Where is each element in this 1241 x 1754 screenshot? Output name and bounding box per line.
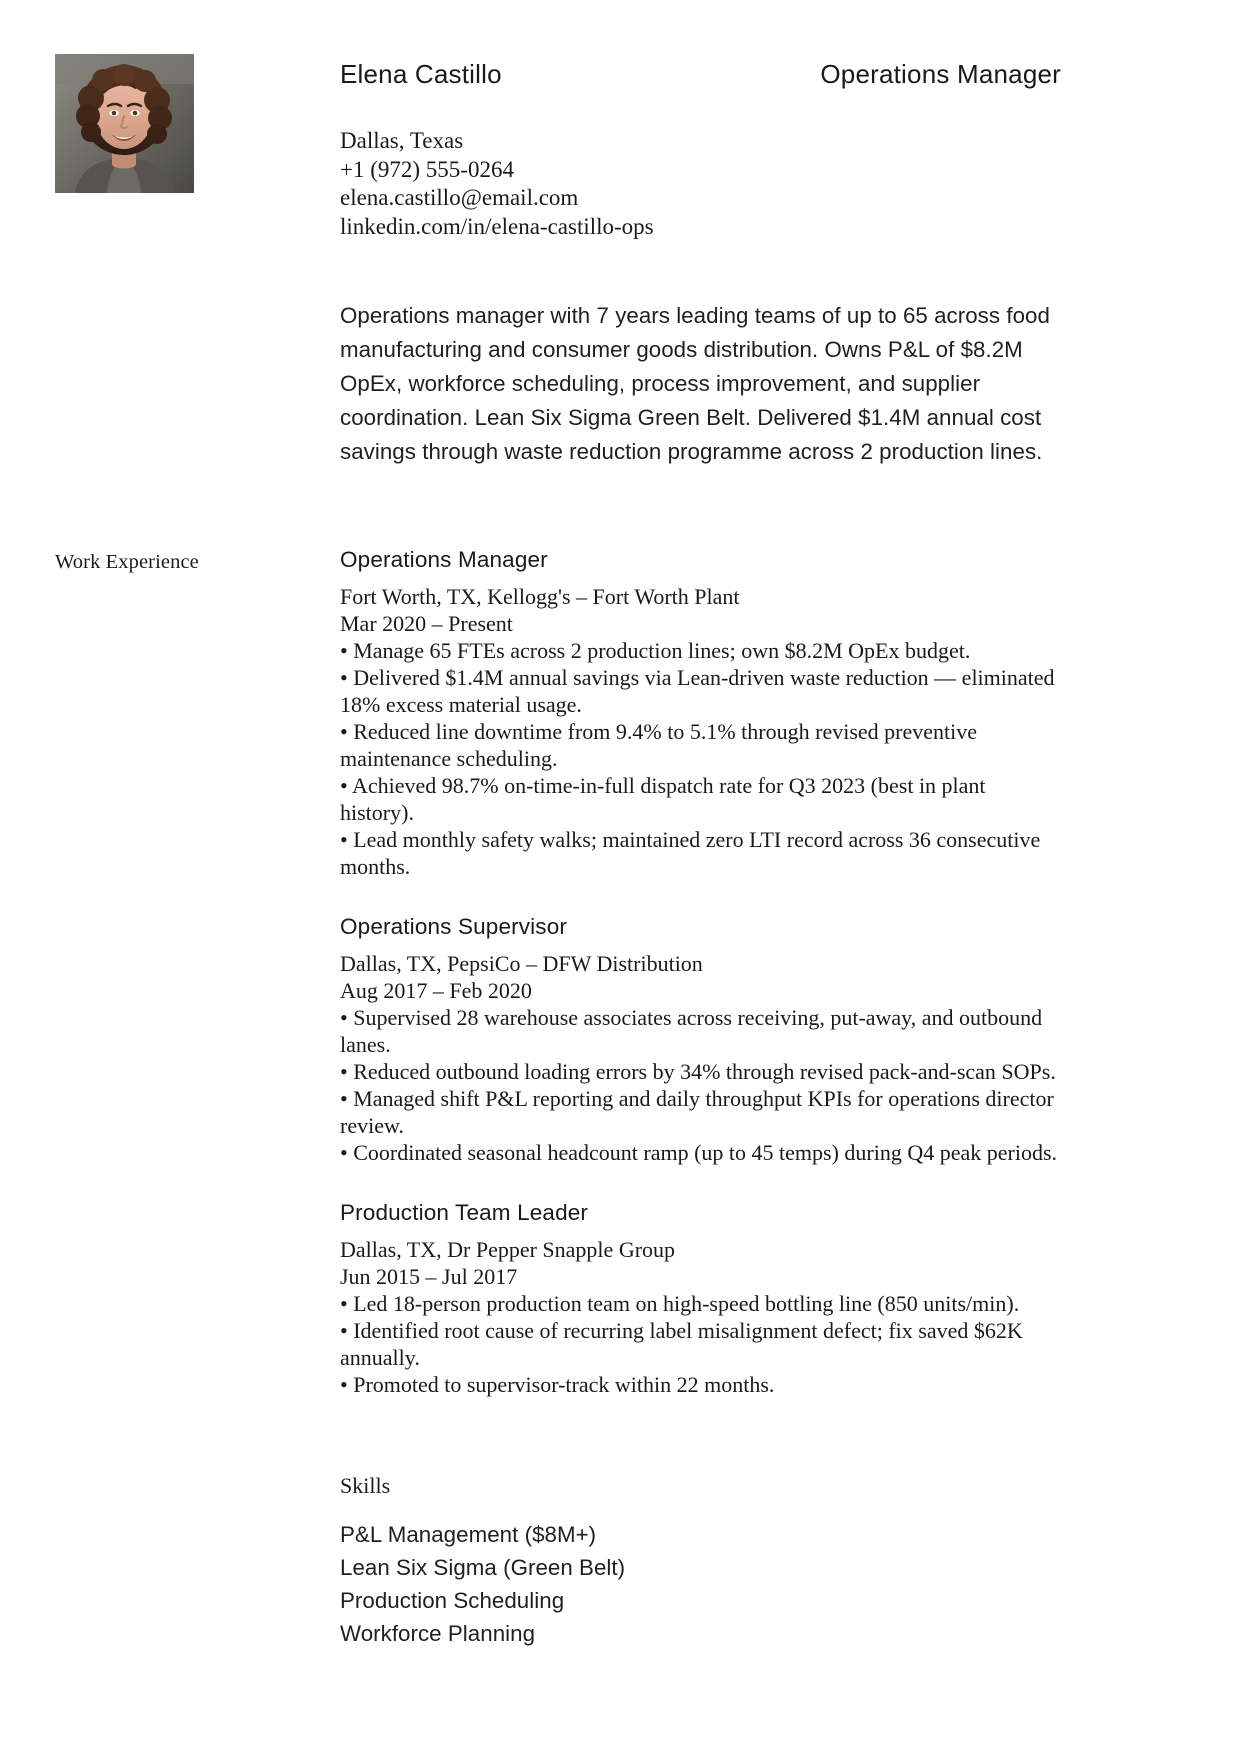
experience-company: Dallas, TX, Dr Pepper Snapple Group: [340, 1237, 676, 1262]
experience-bullet: • Led 18-person production team on high-speed bottling line (850 units/min).: [340, 1291, 1020, 1316]
experience-job-meta: [340, 950, 1061, 1004]
contact-location: Dallas, Texas: [340, 128, 464, 153]
experience-bullet: • Delivered $1.4M annual savings via Lean-driven waste reduction — eliminated 18% excess material usage.: [340, 665, 1055, 717]
experience-bullet: • Identified root cause of recurring label misalignment defect; fix saved $62K annually.: [340, 1318, 1023, 1370]
skill-item: P&L Management ($8M+): [340, 1522, 597, 1547]
experience-job-meta: [340, 583, 1061, 637]
skills-section: [55, 1472, 1061, 1650]
experience-job-title: Operations Supervisor: [340, 914, 568, 939]
experience-dates: Jun 2015 – Jul 2017: [340, 1264, 518, 1289]
experience-bullet: • Managed shift P&L reporting and daily throughput KPIs for operations director review.: [340, 1086, 1054, 1138]
skill-item: Workforce Planning: [340, 1621, 536, 1646]
experience-bullet: • Lead monthly safety walks; maintained zero LTI record across 36 consecutive months.: [340, 827, 1041, 879]
experience-bullets: [340, 1290, 1061, 1398]
page-title: Elena Castillo: [340, 59, 502, 89]
experience-job-meta: [340, 1236, 1061, 1290]
experience-company: Dallas, TX, PepsiCo – DFW Distribution: [340, 951, 703, 976]
experience-bullet: • Reduced line downtime from 9.4% to 5.1% through revised preventive maintenance scheduling.: [340, 719, 977, 771]
experience-dates: Mar 2020 – Present: [340, 611, 513, 636]
resume-header: [55, 52, 1061, 469]
experience-bullet: • Coordinated seasonal headcount ramp (up to 45 temps) during Q4 peak periods.: [340, 1140, 1058, 1165]
experience-job-title: Production Team Leader: [340, 1200, 589, 1225]
skill-item: Lean Six Sigma (Green Belt): [340, 1555, 626, 1580]
profile-summary: Operations manager with 7 years leading teams of up to 65 across food manufacturing and consumer goods distribution. Owns P&L of $8.2M OpEx, workforce scheduling, process improvement, and supplier coordination. Lean Six Sigma Green Belt. Delivered $1.4M annual cost savings through waste reduction programme across 2 production lines.: [340, 303, 1050, 464]
experience-bullet: • Supervised 28 warehouse associates across receiving, put-away, and outbound lanes.: [340, 1005, 1043, 1057]
headshot-photo: [55, 54, 194, 193]
work-experience-section: [55, 545, 1061, 1398]
job-role-title: Operations Manager: [820, 59, 1061, 89]
skill-item: Production Scheduling: [340, 1588, 565, 1613]
skills-content: [340, 1472, 1061, 1650]
section-label-work-experience: Work Experience: [55, 551, 199, 573]
experience-item: [340, 912, 1061, 1166]
contact-linkedin[interactable]: linkedin.com/in/elena-castillo-ops: [340, 213, 654, 239]
name-and-role: [340, 58, 1061, 90]
experience-bullets: [340, 637, 1061, 880]
experience-bullet: • Achieved 98.7% on-time-in-full dispatch rate for Q3 2023 (best in plant history).: [340, 773, 986, 825]
contact-phone[interactable]: +1 (972) 555-0264: [340, 156, 514, 182]
experience-bullet: • Promoted to supervisor-track within 22 months.: [340, 1372, 775, 1397]
work-experience-list: [340, 545, 1061, 1398]
experience-item: [340, 545, 1061, 880]
header-main: [340, 52, 1061, 469]
experience-job-title: Operations Manager: [340, 547, 548, 572]
contact-email[interactable]: elena.castillo@email.com: [340, 185, 579, 210]
experience-company: Fort Worth, TX, Kellogg's – Fort Worth Plant: [340, 584, 740, 609]
experience-bullets: [340, 1004, 1061, 1166]
experience-bullet: • Reduced outbound loading errors by 34% through revised pack-and-scan SOPs.: [340, 1059, 1056, 1084]
experience-item: [340, 1198, 1061, 1398]
contact-details: [340, 127, 1061, 241]
experience-bullet: • Manage 65 FTEs across 2 production lines; own $8.2M OpEx budget.: [340, 638, 971, 663]
skills-heading: Skills: [340, 1473, 391, 1498]
experience-dates: Aug 2017 – Feb 2020: [340, 978, 532, 1003]
